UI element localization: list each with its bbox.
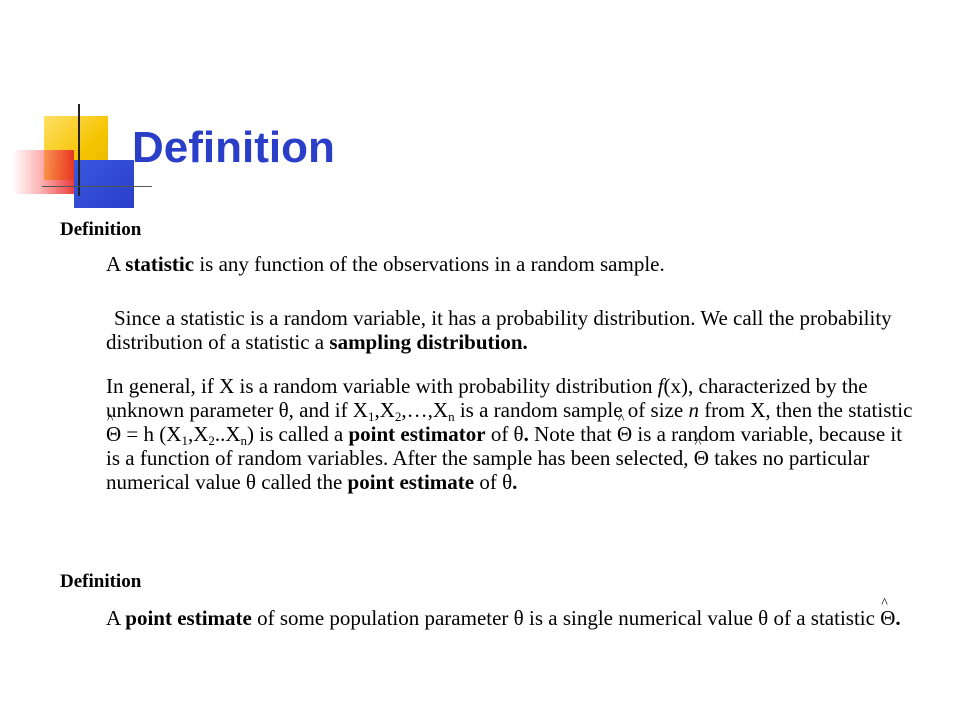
decorative-vertical-line	[78, 104, 80, 196]
decorative-red-gradient	[12, 150, 74, 194]
definition-heading-1: Definition	[60, 219, 142, 240]
definition-heading-2: Definition	[60, 571, 142, 592]
point-estimate-definition: A point estimate of some population parameter θ is a single numerical value θ of a statistic ^ Θ.	[106, 606, 906, 630]
slide-title: Definition	[132, 123, 335, 172]
decorative-blue-square	[74, 160, 134, 208]
theta-hat-symbol: ^ Θ	[106, 422, 121, 446]
theta-hat-symbol: ^ Θ	[880, 606, 895, 630]
statistic-definition: A statistic is any function of the observations in a random sample.	[106, 252, 665, 276]
theta-hat-symbol: ^ Θ	[617, 422, 632, 446]
point-estimator-paragraph: In general, if X is a random variable with probability distribution f(x), characterized by the unknown parameter θ, and if $X_1,X_2,\dots,X_n$ is a random sample of size n from X, then the statistic ^ Θ = h $(X_1,X_2..X_n)$ is called a point estimator of θ. Note that ^ Θ is a random variable, because it is a function of random variables. After the sample has been selected, ^ Θ takes no particular numerical value θ called the point estimate of θ.	[106, 374, 916, 494]
sampling-distribution-paragraph: Since a statistic is a random variable, it has a probability distribution. We call the probability distribution of a statistic a sampling distribution.	[106, 306, 892, 354]
theta-hat-symbol: ^ Θ	[694, 446, 709, 470]
decorative-horizontal-line	[42, 186, 152, 187]
